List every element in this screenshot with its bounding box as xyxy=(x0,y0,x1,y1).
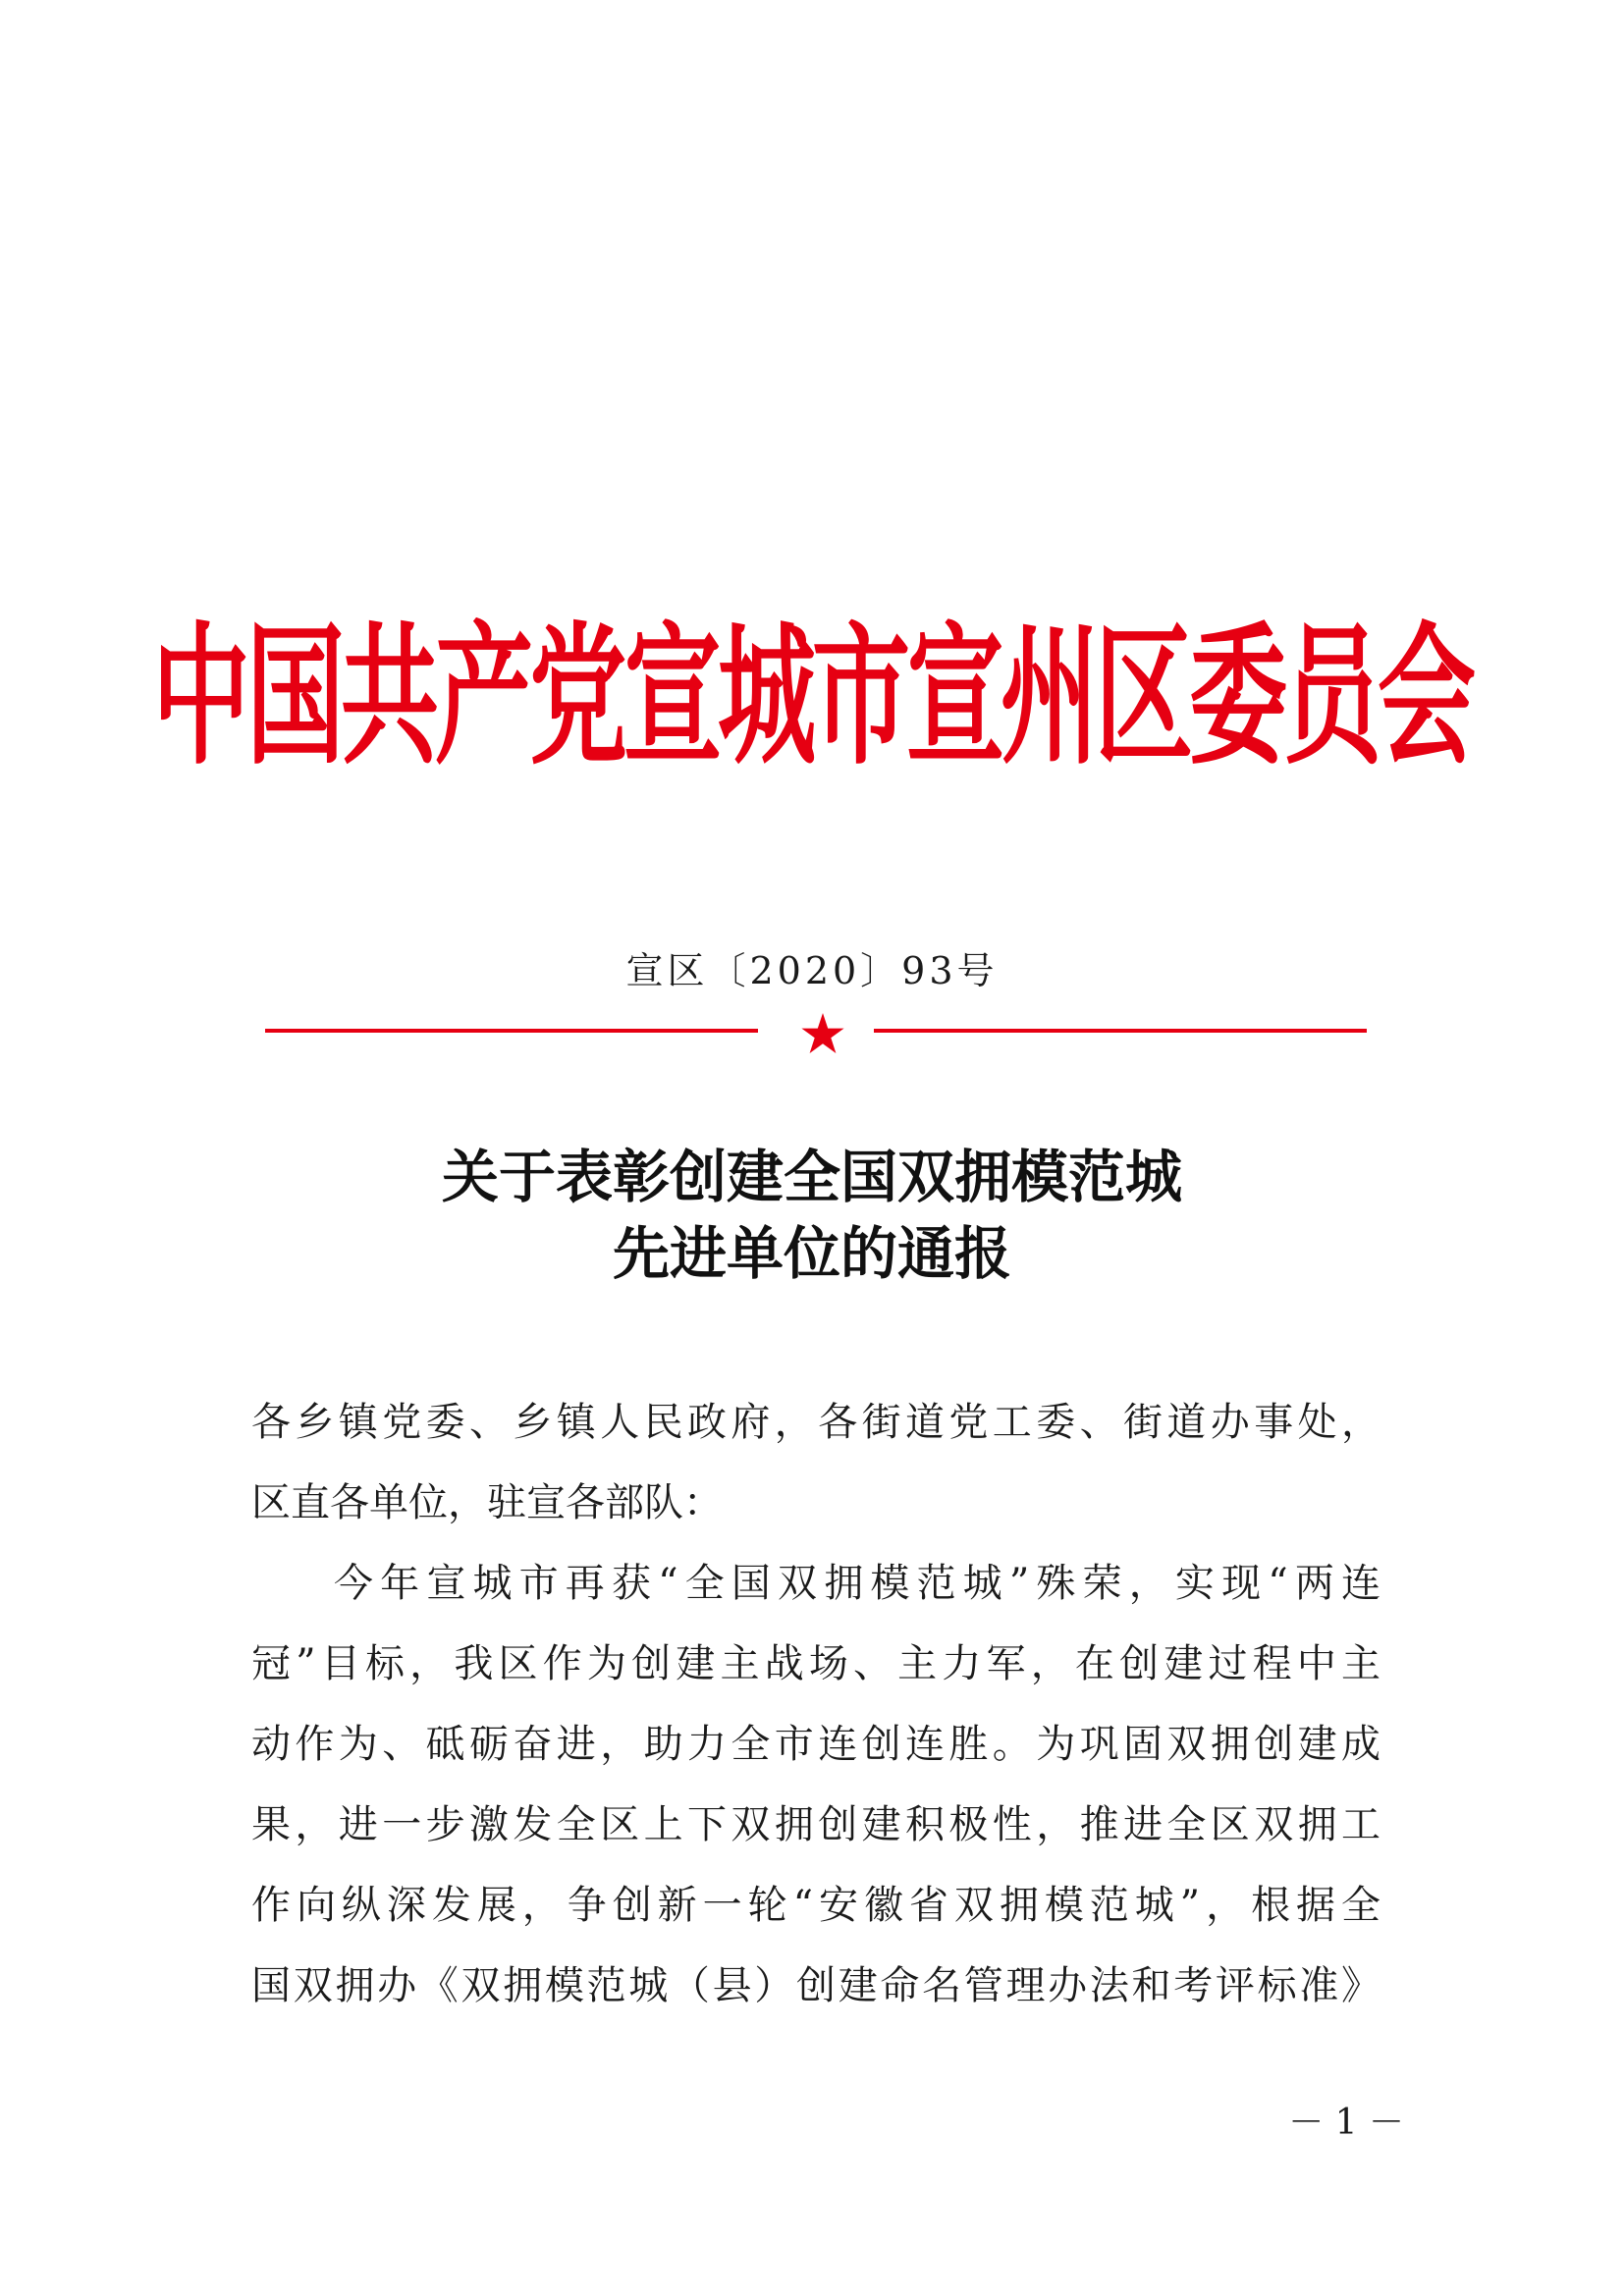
body-line: 作向纵深发展，争创新一轮“安徽省双拥模范城”，根据全 xyxy=(251,1883,1380,1928)
body-line: 区直各单位，驻宣各部队： xyxy=(251,1480,723,1525)
body-line: 国双拥办《双拥模范城（县）创建命名管理办法和考评标准》 xyxy=(251,1963,1380,2008)
body-line: 各乡镇党委、乡镇人民政府，各街道党工委、街道办事处， xyxy=(251,1400,1380,1445)
star-icon xyxy=(801,1013,844,1054)
document-number: 宣区〔2020〕93号 xyxy=(625,949,999,992)
document-title xyxy=(0,1139,1624,1292)
title-line-2: 先进单位的通报 xyxy=(612,1220,1011,1287)
body-line: 动作为、砥砺奋进，助力全市连创连胜。为巩固双拥创建成 xyxy=(251,1722,1380,1767)
body-line: 果，进一步激发全区上下双拥创建积极性，推进全区双拥工 xyxy=(251,1802,1380,1847)
body-line: 冠”目标，我区作为创建主战场、主力军，在创建过程中主 xyxy=(251,1641,1380,1686)
red-separator xyxy=(0,1011,1624,1050)
page-number: － 1 － xyxy=(1288,2103,1404,2143)
title-line-1: 关于表彰创建全国双拥模范城 xyxy=(441,1144,1182,1210)
separator-line-left xyxy=(265,1029,758,1033)
separator-line-right xyxy=(874,1029,1367,1033)
document-body xyxy=(251,1382,1380,2026)
issuer-masthead: 中国共产党宣城市宣州区委员会 xyxy=(152,608,1472,786)
body-line: 今年宣城市再获“全国双拥模范城”殊荣，实现“两连 xyxy=(334,1561,1380,1606)
